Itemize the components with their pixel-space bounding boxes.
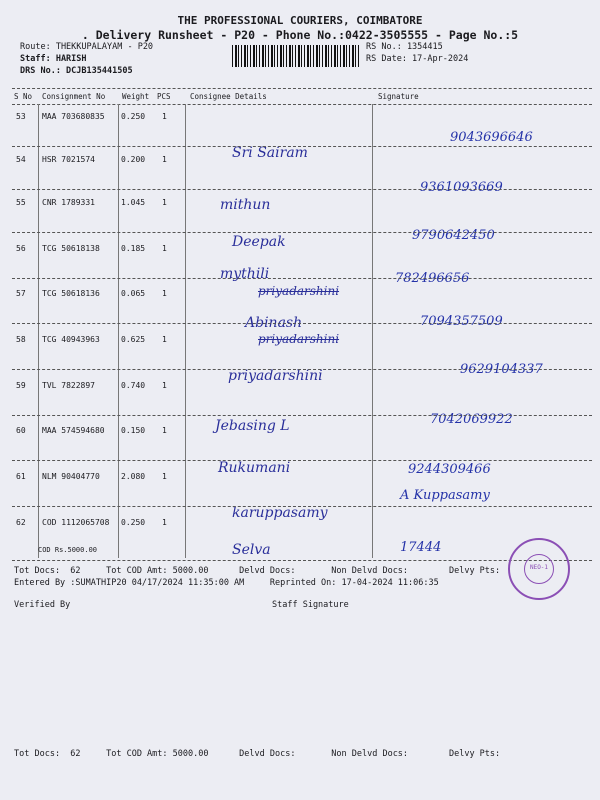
row-pcs: 1 (162, 244, 167, 253)
row-sno: 61 (16, 472, 26, 481)
header-divider-top (12, 88, 592, 89)
row-signature: A Kuppasamy (400, 488, 490, 503)
row-sno: 59 (16, 381, 26, 390)
row-pcs: 1 (162, 335, 167, 344)
struck-consignee-name: priyadarshini (258, 332, 340, 346)
row-consignee-name: Rukumani (218, 460, 291, 476)
col-rule (38, 104, 39, 558)
row-pcs: 1 (162, 112, 167, 121)
row-pcs: 1 (162, 198, 167, 207)
row-consignment: TCG 50618136 (42, 289, 100, 298)
barcode (232, 45, 360, 67)
row-weight: 0.185 (121, 244, 146, 253)
col-sno: S No (14, 92, 33, 101)
row-consignee-name: Abinash (245, 315, 303, 331)
row-divider (12, 278, 592, 279)
row-consignment: TCG 40943963 (42, 335, 100, 344)
company-stamp (508, 538, 570, 600)
row-weight: 0.065 (121, 289, 146, 298)
row-consignee-name: mithun (220, 197, 271, 213)
row-weight: 0.625 (121, 335, 146, 344)
drs-label: DRS No.: DCJB135441505 (20, 66, 133, 76)
row-pcs: 1 (162, 426, 167, 435)
row-consignment: MAA 703680835 (42, 112, 105, 121)
row-signature: 9361093669 (420, 180, 503, 195)
staff-label: Staff: HARISH (20, 54, 87, 64)
row-sno: 62 (16, 518, 26, 527)
row-signature: 7042069922 (430, 412, 513, 427)
row-weight: 1.045 (121, 198, 146, 207)
entered-line: Entered By :SUMATHIP20 04/17/2024 11:35:00 AM Reprinted On: 17-04-2024 11:06:35 (14, 578, 439, 588)
row-consignee-name: karuppasamy (232, 505, 328, 521)
row-divider (12, 506, 592, 507)
row-pcs: 1 (162, 155, 167, 164)
row-pcs: 1 (162, 289, 167, 298)
col-signature: Signature (378, 92, 419, 101)
col-rule (118, 104, 119, 558)
stamp-text: NEO-1 (529, 564, 549, 571)
totals-line: Tot Docs: 62 Tot COD Amt: 5000.00 Delvd Docs: Non Delvd Docs: Delvy Pts: (14, 566, 501, 576)
row-sno: 60 (16, 426, 26, 435)
struck-consignee-name: priyadarshini (258, 284, 340, 298)
row-weight: 0.740 (121, 381, 146, 390)
table-end-divider (12, 560, 592, 561)
col-weight: Weight (122, 92, 150, 101)
row-pcs: 1 (162, 472, 167, 481)
row-weight: 2.080 (121, 472, 146, 481)
rs-date: RS Date: 17-Apr-2024 (366, 54, 469, 64)
row-signature: 7094357509 (420, 314, 503, 329)
row-signature: 9790642450 (412, 228, 495, 243)
row-weight: 0.200 (121, 155, 146, 164)
row-signature: 17444 (400, 540, 442, 555)
row-sno: 54 (16, 155, 26, 164)
col-pcs: PCS (157, 92, 171, 101)
route-label: Route: THEKKUPALAYAM - P20 (20, 42, 154, 52)
row-divider (12, 232, 592, 233)
row-signature: 782496656 (395, 271, 470, 286)
row-consignment: CNR 1789331 (42, 198, 95, 207)
row-sno: 58 (16, 335, 26, 344)
row-consignment: HSR 7021574 (42, 155, 95, 164)
row-consignment: COD 1112065708 (42, 518, 110, 527)
row-consignee-name: priyadarshini (228, 368, 323, 384)
row-divider (12, 189, 592, 190)
row-pcs: 1 (162, 518, 167, 527)
row-signature: 9244309466 (408, 462, 491, 477)
row-consignee-name: Sri Sairam (232, 145, 308, 161)
cod-note: COD Rs.5000.00 (38, 546, 98, 554)
runsheet-title: . Delivery Runsheet - P20 - Phone No.:0422-3505555 - Page No.:5 (81, 28, 519, 42)
row-consignee-name: mythili (220, 266, 270, 282)
bottom-totals-line: Tot Docs: 62 Tot COD Amt: 5000.00 Delvd Docs: Non Delvd Docs: Delvy Pts: (14, 749, 501, 759)
row-signature: 9629104337 (460, 362, 543, 377)
rs-number: RS No.: 1354415 (366, 42, 443, 52)
row-consignment: TVL 7822897 (42, 381, 95, 390)
row-divider (12, 460, 592, 461)
row-divider (12, 369, 592, 370)
verified-by: Verified By (14, 600, 71, 610)
row-consignee-name: Deepak (232, 234, 286, 250)
col-rule (372, 104, 373, 558)
row-consignee-name: Jebasing L (215, 418, 290, 434)
row-sno: 55 (16, 198, 26, 207)
row-divider (12, 323, 592, 324)
row-weight: 0.150 (121, 426, 146, 435)
col-rule (185, 104, 186, 558)
row-consignment: MAA 574594680 (42, 426, 105, 435)
row-consignment: NLM 90404770 (42, 472, 100, 481)
row-divider (12, 415, 592, 416)
row-consignment: TCG 50618138 (42, 244, 100, 253)
col-consignment: Consignment No (42, 92, 106, 101)
col-consignee: Consignee Details (190, 92, 267, 101)
row-divider (12, 146, 592, 147)
row-pcs: 1 (162, 381, 167, 390)
row-signature: 9043696646 (450, 130, 533, 145)
company-title: THE PROFESSIONAL COURIERS, COIMBATORE (177, 14, 423, 27)
row-weight: 0.250 (121, 112, 146, 121)
row-consignee-name: Selva (232, 542, 271, 558)
row-sno: 53 (16, 112, 26, 121)
row-weight: 0.250 (121, 518, 146, 527)
staff-signature: Staff Signature (272, 600, 349, 610)
header-divider-bottom (12, 104, 592, 105)
row-sno: 57 (16, 289, 26, 298)
row-sno: 56 (16, 244, 26, 253)
